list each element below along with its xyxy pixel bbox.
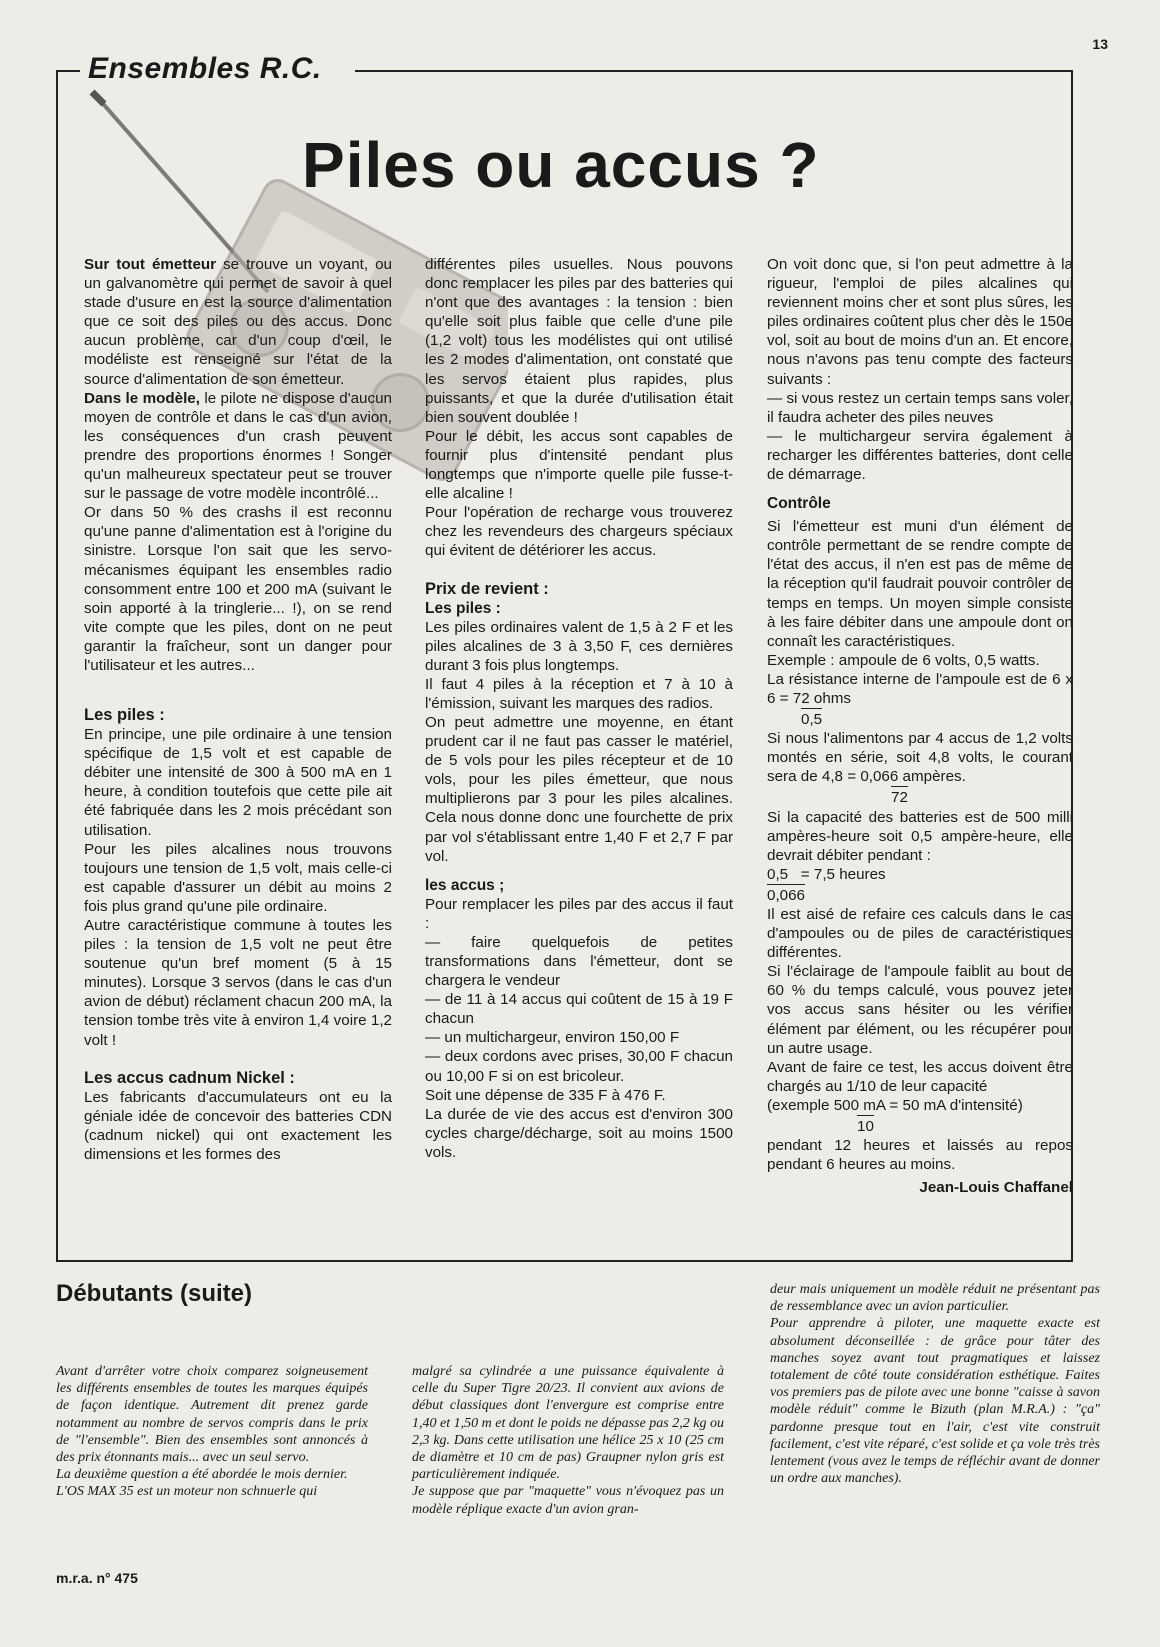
formula-charge bbox=[767, 1096, 1073, 1115]
paragraph: On peut admettre une moyenne, en étant prudent car il ne faut pas casser le matériel, de 5 vols pour les piles récepteur et de 10 vols, pour les piles émetteur, que nous multiplierons par 3 pour les piles alcalines. Cela nous donne donc une fourchette de prix par vol s'établissant entre 1,40 F et 2,7 F par vol. bbox=[425, 713, 733, 865]
paragraph: Avant de faire ce test, les accus doivent être chargés au 1/10 de leur capacité bbox=[767, 1058, 1073, 1095]
frame-top-left-rule bbox=[56, 70, 80, 72]
paragraph: Pour le débit, les accus sont capables de fournir plus d'intensité pendant plus longtemps que n'importe quelle pile fusse-t-elle alcaline ! bbox=[425, 427, 733, 503]
paragraph: Si la capacité des batteries est de 500 milli ampères-heure soit 0,5 ampère-heure, elle devrait débiter pendant : bbox=[767, 808, 1073, 864]
formula-text: La résistance interne de l'ampoule est de bbox=[767, 670, 1053, 688]
formula-numerator: 4,8 bbox=[821, 768, 844, 786]
formula-duration bbox=[767, 865, 1073, 884]
section-title: Ensembles R.C. bbox=[82, 52, 328, 86]
formula-denominator-row bbox=[767, 884, 1073, 905]
formula-denominator: 10 bbox=[857, 1115, 874, 1136]
formula-result: = 50 mA d'intensité) bbox=[885, 1096, 1023, 1114]
paragraph: Si l'émetteur est muni d'un élément de contrôle permettant de se rendre compte de l'état des accus, il n'en est pas de même de la réception qu'il faudrait pouvoir contrôler de temps en temps. Un moyen simple consiste à les faire débiter dans une ampoule dont on connaît les caractéristiques. bbox=[767, 518, 1073, 650]
list-item: — faire quelquefois de petites transformations dans l'émetteur, dont se chargera le vendeur bbox=[425, 933, 733, 990]
article-column-1 bbox=[84, 255, 392, 1164]
formula-numerator: 500 mA bbox=[833, 1096, 886, 1114]
paragraph: malgré sa cylindrée a une puissance équivalente à celle du Super Tigre 20/23. Il convient aux avions de début classiques dont l'envergure est comprise entre 1,40 et 1,50 m et dont le poids ne dépasse pas 2,2 kg ou 2,3 kg. Dans cette utilisation une hélice 25 x 10 (25 cm de diamètre et 10 cm de pas) Graupner nylon gris est particulièrement indiquée. bbox=[412, 1364, 724, 1483]
frame-top-right-rule bbox=[355, 70, 1073, 72]
paragraph: On voit donc que, si l'on peut admettre à la rigueur, l'emploi de piles alcalines qui reviennent moins cher et sont plus sûres, les piles ordinaires coûtent plus cher dès le 150e vol, soit au bout de moins d'un an. Et encore, nous n'avons pas tenu compte des facteurs suivants : bbox=[767, 256, 1073, 388]
formula-resistance bbox=[767, 670, 1073, 708]
subheading-prix-de-revient: Prix de revient : bbox=[425, 579, 549, 598]
paragraph-text: se trouve un voyant, ou un galvanomètre qui permet de savoir à quel stade d'usure en est la source d'alimentation que ce soit des piles ou des accus. Donc aucun problème, car d'un coup d'œil, le modéliste est renseigné sur l'état de la source d'alimentation de son émetteur. bbox=[84, 256, 392, 388]
lead-in: Sur tout émetteur bbox=[84, 256, 217, 273]
subheading-les-accus: les accus ; bbox=[425, 876, 505, 894]
paragraph bbox=[84, 389, 392, 504]
debutants-title: Débutants (suite) bbox=[56, 1280, 253, 1307]
paragraph: Pour remplacer les piles par des accus il faut : bbox=[425, 895, 733, 932]
author-signature: Jean-Louis Chaffanel bbox=[919, 1179, 1073, 1197]
lead-in: Dans le modèle, bbox=[84, 389, 200, 407]
paragraph: En principe, une pile ordinaire à une tension spécifique de 1,5 volt et est capable de débiter une intensité de 300 à 500 mA en 1 heure, à condition toutefois que cette pile ait été fabriquée dans les 2 mois précédant son utilisation. bbox=[84, 726, 392, 839]
paragraph: Pour l'opération de recharge vous trouverez chez les revendeurs des chargeurs spéciaux qui évitent de détériorer les accus. bbox=[425, 504, 733, 560]
article-title: Piles ou accus ? bbox=[302, 129, 820, 201]
formula-denominator-row bbox=[767, 708, 1073, 729]
paragraph: Il faut 4 piles à la réception et 7 à 10 à l'émission, suivant les marques des radios. bbox=[425, 675, 733, 712]
paragraph: L'OS MAX 35 est un moteur non schnuerle qui bbox=[56, 1484, 318, 1500]
formula-denominator-row bbox=[767, 1115, 1073, 1136]
list-item: — de 11 à 14 accus qui coûtent de 15 à 19 F chacun bbox=[425, 991, 733, 1028]
paragraph: deur mais uniquement un modèle réduit ne présentant pas de ressemblance avec un avion particulier. bbox=[770, 1282, 1100, 1315]
paragraph: différentes piles usuelles. Nous pouvons donc remplacer les piles par des batteries qui n'ont que des avantages : la tension : bien qu'elle soit plus faible que celle d'une pile (1,2 volt) tous les modélistes qui ont utilisé les 2 modes d'alimentation, ont constaté que les servos étaient plus rapides, plus puissants, et que la durée d'utilisation était bien souvent doublée ! bbox=[425, 256, 733, 426]
paragraph: La deuxième question a été abordée le mois dernier. bbox=[56, 1467, 348, 1483]
formula-result: = 7,5 heures bbox=[788, 865, 886, 883]
magazine-footer: m.r.a. n° 475 bbox=[56, 1570, 138, 1586]
article-column-3 bbox=[767, 255, 1073, 1197]
list-item: — un multichargeur, environ 150,00 F bbox=[425, 1029, 680, 1047]
debutants-column-3 bbox=[770, 1281, 1100, 1487]
formula-result: = 72 ohms bbox=[775, 689, 852, 707]
paragraph: Or dans 50 % des crashs il est reconnu qu'une panne d'alimentation est à l'origine du sinistre. Lorsque l'on sait que les servo-mécanismes équipant les ensembles radio consomment entre 100 et 200 mA (suivant le soin apporté à la tringlerie... !), on se rend vite compte que les piles, dont on ne peut garantir la fraîcheur, sont un danger pour l'utilisateur et les autres... bbox=[84, 504, 392, 674]
formula-text: (exemple bbox=[767, 1096, 834, 1114]
paragraph: Exemple : ampoule de 6 volts, 0,5 watts. bbox=[767, 651, 1040, 669]
paragraph: Autre caractéristique commune à toutes les piles : la tension de 1,5 volt ne peut être soutenue qu'un bref moment (5 à 15 minutes). Lorsque 3 servos (dans le cas d'un avion de début) réclament chacun 200 mA, la tension tombe très vite à environ 1,4 voire 1,2 volt ! bbox=[84, 917, 392, 1049]
formula-denominator: 72 bbox=[891, 786, 908, 807]
debutants-column-2 bbox=[412, 1363, 724, 1518]
formula-text: Si nous l'alimentons par 4 accus de 1,2 volts montés en série, soit 4,8 volts, le courant sera de bbox=[767, 730, 1073, 786]
paragraph: Avant d'arrêter votre choix comparez soigneusement les différents ensembles de toutes les marques équipés de façon identique. Autrement dit prenez garde notamment au nombre de servos compris dans le prix de "l'ensemble". Bien des ensembles sont annoncés à des prix étonnants mais... avec un seul servo. bbox=[56, 1364, 368, 1466]
page-number: 13 bbox=[1092, 36, 1108, 52]
paragraph: pendant 12 heures et laissés au repos pendant 6 heures au moins. bbox=[767, 1137, 1073, 1174]
paragraph: Les fabricants d'accumulateurs ont eu la géniale idée de concevoir des batteries CDN (cadnum nickel) qui ont exactement les dimensions et les formes des bbox=[84, 1088, 392, 1163]
paragraph: La durée de vie des accus est d'environ 300 cycles charge/décharge, soit au moins 1500 vols. bbox=[425, 1105, 733, 1161]
formula-denominator: 0,066 bbox=[767, 884, 805, 905]
debutants-column-1 bbox=[56, 1363, 368, 1501]
article-column-2 bbox=[425, 255, 733, 1162]
paragraph-text: le pilote ne dispose d'aucun moyen de contrôle et dans le cas d'un avion, les conséquences d'un crash peuvent prendre des proportions énormes ! Songer qu'un malheureux spectateur peut se trouver sur le passage de votre modèle incontrôlé... bbox=[84, 389, 392, 503]
list-item: — le multichargeur servira également à recharger les différentes batteries, dont celle de démarrage. bbox=[767, 427, 1073, 484]
list-item: — si vous restez un certain temps sans voler, il faudra acheter des piles neuves bbox=[767, 389, 1073, 426]
paragraph: Pour apprendre à piloter, une maquette exacte est absolument déconseillée : de grâce pour tâter des manches soyez avant tout pragmatiques et laissez totalement de côté toute considération esthétique. Faites vos premiers pas de pilote avec une bonne "caisse à savon modèle réduit" comme le Bizuth (plan M.R.A.) : "ça" pardonne presque tout en l'air, c'est vite construit facilement, c'est vite réparé, c'est solide et ça vole très très lentement (vous avez le temps de réfléchir avant de donner un ordre aux manches). bbox=[770, 1316, 1100, 1487]
list-item: — deux cordons avec prises, 30,00 F chacun ou 10,00 F si on est bricoleur. bbox=[425, 1048, 733, 1085]
formula-numerator: 0,5 bbox=[767, 865, 789, 883]
paragraph: Soit une dépense de 335 F à 476 F. bbox=[425, 1086, 666, 1104]
formula-result: = 0,066 ampères. bbox=[843, 768, 966, 786]
paragraph bbox=[84, 255, 392, 389]
subheading-controle: Contrôle bbox=[767, 495, 831, 513]
paragraph: Je suppose que par "maquette" vous n'évoquez pas un modèle réplique exacte d'un avion gran- bbox=[412, 1484, 724, 1517]
subheading-accus-cadnum: Les accus cadnum Nickel : bbox=[84, 1068, 295, 1087]
paragraph: Si l'éclairage de l'ampoule faiblit au bout de 60 % du temps calculé, vous pouvez jeter vos accus sans hésiter ou les vérifier élément par élément, ou les récupérer pour un autre usage. bbox=[767, 963, 1073, 1057]
formula-numerator: 6 x 6 bbox=[767, 670, 1074, 707]
paragraph: Pour les piles alcalines nous trouvons toujours une tension de 1,5 volt, mais celle-ci est capable d'assurer un débit au moins 2 fois plus grand qu'une pile ordinaire. bbox=[84, 840, 392, 915]
subheading-piles: Les piles : bbox=[84, 706, 165, 725]
formula-denominator: 0,5 bbox=[801, 708, 822, 729]
subheading-les-piles: Les piles : bbox=[425, 599, 501, 617]
paragraph: Il est aisé de refaire ces calculs dans le cas d'ampoules ou de piles de caractéristiques différentes. bbox=[767, 906, 1073, 962]
formula-denominator-row bbox=[767, 786, 1073, 807]
formula-current bbox=[767, 729, 1073, 786]
paragraph: Les piles ordinaires valent de 1,5 à 2 F et les piles alcalines de 3 à 3,50 F, ces dernières durant 3 fois plus longtemps. bbox=[425, 618, 733, 674]
